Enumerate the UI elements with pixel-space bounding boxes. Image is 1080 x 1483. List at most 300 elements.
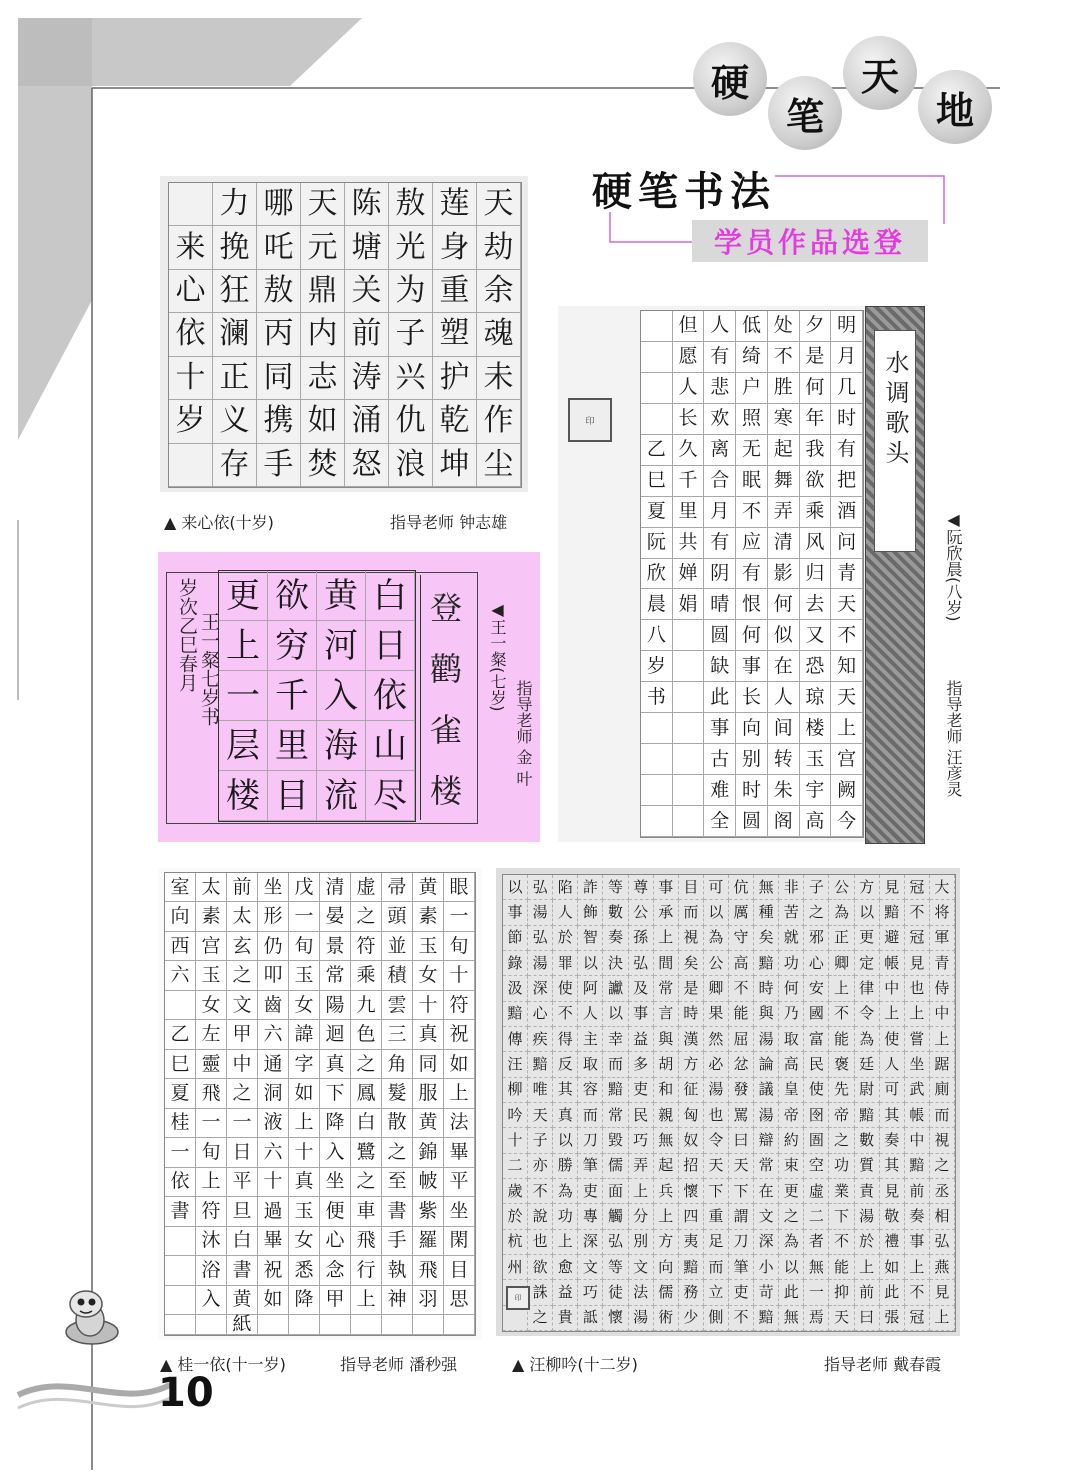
work2-caption-teacher: 指导老师 金 叶 bbox=[514, 680, 533, 787]
grid-char: 錦 bbox=[413, 1138, 444, 1167]
grid-char bbox=[165, 1286, 196, 1315]
grid-char: 此 bbox=[880, 1280, 905, 1305]
grid-char: 宫 bbox=[831, 744, 863, 775]
grid-char: 空 bbox=[804, 1154, 829, 1179]
grid-char: 大 bbox=[930, 875, 955, 900]
work4-caption-teacher: 指导老师 潘秒强 bbox=[340, 1355, 458, 1374]
grid-char: 怒 bbox=[345, 444, 389, 487]
grid-char: 圆 bbox=[704, 620, 736, 651]
grid-char: 风 bbox=[800, 528, 832, 559]
grid-char: 為 bbox=[704, 926, 729, 951]
grid-char: 正 bbox=[213, 357, 257, 400]
grid-char: 抑 bbox=[829, 1280, 854, 1305]
grid-char: 起 bbox=[768, 435, 800, 466]
grid-char: 矣 bbox=[754, 926, 779, 951]
grid-char: 乃 bbox=[779, 1002, 804, 1027]
grid-char: 不 bbox=[729, 976, 754, 1001]
grid-char: 屈 bbox=[729, 1027, 754, 1052]
header-char-1: 硬 bbox=[693, 42, 767, 116]
grid-char: 真 bbox=[320, 1050, 351, 1079]
grid-char: 八 bbox=[641, 620, 673, 651]
grid-char: 中 bbox=[930, 1002, 955, 1027]
grid-char: 一 bbox=[227, 1109, 258, 1138]
grid-char: 相 bbox=[930, 1204, 955, 1229]
grid-char: 車 bbox=[351, 1197, 382, 1226]
grid-char: 懷 bbox=[679, 1179, 704, 1204]
grid-char: 儒 bbox=[654, 1280, 679, 1305]
grid-char: 何 bbox=[779, 976, 804, 1001]
grid-char: 種 bbox=[754, 900, 779, 925]
grid-char: 九 bbox=[351, 991, 382, 1020]
grid-char: 恐 bbox=[800, 651, 832, 682]
section-title: 硬笔书法 bbox=[592, 168, 776, 215]
grid-char: 在 bbox=[754, 1179, 779, 1204]
grid-char: 間 bbox=[654, 951, 679, 976]
grid-char: 吏 bbox=[578, 1179, 603, 1204]
grid-char: 沐 bbox=[196, 1227, 227, 1256]
grid-char bbox=[673, 682, 705, 713]
grid-char: 湯 bbox=[704, 1078, 729, 1103]
grid-char: 汪 bbox=[503, 1052, 528, 1077]
grid-char: 吏 bbox=[729, 1280, 754, 1305]
grid-char: 涌 bbox=[345, 400, 389, 443]
grid-char: 欣 bbox=[641, 559, 673, 590]
grid-char: 真 bbox=[289, 1168, 320, 1197]
grid-char bbox=[165, 991, 196, 1020]
grid-char: 天 bbox=[301, 183, 345, 226]
grid-char: 向 bbox=[654, 1255, 679, 1280]
grid-char: 问 bbox=[831, 528, 863, 559]
grid-char: 論 bbox=[754, 1052, 779, 1077]
grid-char: 不 bbox=[905, 1280, 930, 1305]
grid-char: 鳳 bbox=[351, 1079, 382, 1108]
grid-char: 之 bbox=[804, 900, 829, 925]
grid-char bbox=[196, 1315, 227, 1335]
grid-char: 上 bbox=[654, 1204, 679, 1229]
grid-char: 黯 bbox=[679, 1255, 704, 1280]
grid-char: 數 bbox=[603, 900, 628, 925]
grid-char: 誅 bbox=[528, 1280, 553, 1305]
grid-char: 禮 bbox=[880, 1230, 905, 1255]
grid-char: 漢 bbox=[679, 1027, 704, 1052]
grid-char bbox=[165, 1227, 196, 1256]
grid-char: 以 bbox=[704, 900, 729, 925]
grid-char: 景 bbox=[320, 932, 351, 961]
grid-char: 玉 bbox=[413, 932, 444, 961]
grid-char: 清 bbox=[768, 528, 800, 559]
grid-char: 承 bbox=[654, 900, 679, 925]
work5-grid bbox=[502, 874, 956, 1332]
grid-char: 尊 bbox=[629, 875, 654, 900]
grid-char: 言 bbox=[654, 1002, 679, 1027]
grid-char: 巧 bbox=[578, 1280, 603, 1305]
grid-char: 功 bbox=[829, 1154, 854, 1179]
grid-char: 晏 bbox=[320, 902, 351, 931]
grid-char: 弄 bbox=[629, 1154, 654, 1179]
grid-char: 如 bbox=[880, 1255, 905, 1280]
grid-char: 欲 bbox=[800, 466, 832, 497]
grid-char: 兴 bbox=[389, 357, 433, 400]
grid-char: 見 bbox=[880, 1179, 905, 1204]
grid-char: 仇 bbox=[389, 400, 433, 443]
grid-char: 益 bbox=[629, 1027, 654, 1052]
grid-char: 护 bbox=[433, 357, 477, 400]
grid-char: 之 bbox=[227, 961, 258, 990]
grid-char: 应 bbox=[736, 528, 768, 559]
grid-char: 六 bbox=[258, 1138, 289, 1167]
grid-char: 祝 bbox=[444, 1020, 475, 1049]
grid-char: 紫 bbox=[413, 1197, 444, 1226]
grid-char bbox=[382, 1315, 413, 1335]
grid-char: 黯 bbox=[754, 951, 779, 976]
grid-char: 民 bbox=[629, 1103, 654, 1128]
grid-char: 人 bbox=[768, 682, 800, 713]
grid-char: 不 bbox=[768, 342, 800, 373]
grid-char: 素 bbox=[413, 902, 444, 931]
grid-char: 子 bbox=[389, 313, 433, 356]
grid-char: 伉 bbox=[729, 875, 754, 900]
grid-char: 傳 bbox=[503, 1027, 528, 1052]
grid-char: 智 bbox=[578, 926, 603, 951]
grid-char: 匈 bbox=[679, 1103, 704, 1128]
grid-char bbox=[169, 444, 213, 487]
grid-char: 然 bbox=[704, 1027, 729, 1052]
grid-char: 令 bbox=[704, 1128, 729, 1153]
grid-char: 富 bbox=[804, 1027, 829, 1052]
grid-char: 角 bbox=[382, 1050, 413, 1079]
grid-char: 难 bbox=[704, 775, 736, 806]
work3-caption-name: ◀阮欣晨(八岁) bbox=[944, 510, 963, 622]
grid-char: 帔 bbox=[413, 1168, 444, 1197]
grid-char: 恨 bbox=[736, 589, 768, 620]
grid-char: 娟 bbox=[673, 589, 705, 620]
grid-char: 散 bbox=[382, 1109, 413, 1138]
grid-char: 時 bbox=[679, 1002, 704, 1027]
grid-char: 有 bbox=[704, 342, 736, 373]
grid-char: 兵 bbox=[654, 1179, 679, 1204]
grid-char: 陈 bbox=[345, 183, 389, 226]
grid-char: 節 bbox=[503, 926, 528, 951]
grid-char: 同 bbox=[413, 1050, 444, 1079]
grid-char: 知 bbox=[831, 651, 863, 682]
grid-char: 方 bbox=[855, 875, 880, 900]
grid-char bbox=[641, 342, 673, 373]
grid-char bbox=[641, 775, 673, 806]
work2-title bbox=[420, 575, 471, 820]
grid-char: 朱 bbox=[768, 775, 800, 806]
grid-char: 莲 bbox=[433, 183, 477, 226]
grid-char: 上 bbox=[831, 713, 863, 744]
grid-char: 湯 bbox=[754, 1103, 779, 1128]
grid-char: 余 bbox=[477, 270, 521, 313]
grid-char: 見 bbox=[905, 951, 930, 976]
grid-char: 不 bbox=[736, 497, 768, 528]
grid-char: 於 bbox=[553, 926, 578, 951]
grid-char: 是 bbox=[679, 976, 704, 1001]
grid-char: 几 bbox=[831, 373, 863, 404]
grid-char: 罵 bbox=[729, 1103, 754, 1128]
grid-char: 其 bbox=[553, 1078, 578, 1103]
grid-char: 廷 bbox=[855, 1052, 880, 1077]
grid-char: 照 bbox=[736, 404, 768, 435]
grid-char: 依 bbox=[169, 313, 213, 356]
grid-char: 依 bbox=[165, 1168, 196, 1197]
grid-char: 嘗 bbox=[905, 1027, 930, 1052]
grid-char: 十 bbox=[444, 961, 475, 990]
grid-char: 绮 bbox=[736, 342, 768, 373]
grid-char: 取 bbox=[578, 1052, 603, 1077]
grid-char: 存 bbox=[213, 444, 257, 487]
grid-char: 也 bbox=[528, 1230, 553, 1255]
grid-char: 帝 bbox=[829, 1103, 854, 1128]
grid-char: 前 bbox=[345, 313, 389, 356]
grid-char: 無 bbox=[654, 1128, 679, 1153]
grid-char: 功 bbox=[553, 1204, 578, 1229]
grid-char: 不 bbox=[553, 1002, 578, 1027]
grid-char: 黄 bbox=[413, 873, 444, 902]
grid-char: 一 bbox=[165, 1138, 196, 1167]
grid-char: 子 bbox=[804, 875, 829, 900]
grid-char: 何 bbox=[768, 589, 800, 620]
grid-char: 胡 bbox=[654, 1052, 679, 1077]
grid-char: 符 bbox=[444, 991, 475, 1020]
grid-char bbox=[258, 1315, 289, 1335]
grid-char: 来 bbox=[169, 226, 213, 269]
grid-char: 黯 bbox=[603, 1078, 628, 1103]
grid-char: 我 bbox=[800, 435, 832, 466]
grid-char: 敬 bbox=[880, 1204, 905, 1229]
grid-char: 曰 bbox=[855, 1306, 880, 1331]
grid-char: 字 bbox=[289, 1050, 320, 1079]
work1-caption-name: ▲ 来心依(十岁) bbox=[164, 513, 274, 532]
grid-char: 玉 bbox=[289, 961, 320, 990]
grid-char: 廁 bbox=[930, 1078, 955, 1103]
grid-char: 議 bbox=[754, 1078, 779, 1103]
grid-char: 人 bbox=[673, 373, 705, 404]
grid-char: 陽 bbox=[320, 991, 351, 1020]
grid-char: 有 bbox=[831, 435, 863, 466]
grid-char: 是 bbox=[800, 342, 832, 373]
grid-char: 卿 bbox=[829, 951, 854, 976]
grid-char: 上 bbox=[289, 1109, 320, 1138]
grid-char: 向 bbox=[165, 902, 196, 931]
grid-char: 寒 bbox=[768, 404, 800, 435]
grid-char: 共 bbox=[673, 528, 705, 559]
work2-title-char: 鹳 bbox=[429, 649, 462, 688]
grid-char: 弘 bbox=[528, 926, 553, 951]
grid-char: 為 bbox=[855, 1027, 880, 1052]
grid-char: 夕 bbox=[800, 311, 832, 342]
grid-char: 月 bbox=[704, 497, 736, 528]
grid-char bbox=[351, 1315, 382, 1335]
grid-char: 目 bbox=[679, 875, 704, 900]
grid-char: 視 bbox=[930, 1128, 955, 1153]
grid-char: 高 bbox=[800, 806, 832, 837]
grid-char: 丞 bbox=[930, 1179, 955, 1204]
grid-char: 旦 bbox=[227, 1197, 258, 1226]
grid-char: 涛 bbox=[345, 357, 389, 400]
grid-char: 征 bbox=[679, 1078, 704, 1103]
grid-char: 面 bbox=[603, 1179, 628, 1204]
grid-char: 晨 bbox=[641, 589, 673, 620]
grid-char: 别 bbox=[736, 744, 768, 775]
grid-char: 宇 bbox=[800, 775, 832, 806]
grid-char: 重 bbox=[704, 1204, 729, 1229]
grid-char: 而 bbox=[679, 900, 704, 925]
grid-char: 州 bbox=[503, 1255, 528, 1280]
grid-char: 上 bbox=[905, 1255, 930, 1280]
grid-char: 身 bbox=[433, 226, 477, 269]
work1-grid bbox=[168, 182, 522, 488]
grid-char: 清 bbox=[320, 873, 351, 902]
grid-char: 奴 bbox=[679, 1128, 704, 1153]
grid-char: 筆 bbox=[729, 1255, 754, 1280]
grid-char: 黯 bbox=[905, 1154, 930, 1179]
grid-char: 上 bbox=[829, 976, 854, 1001]
grid-char: 之 bbox=[829, 1128, 854, 1153]
grid-char: 尽 bbox=[366, 771, 415, 821]
grid-char: 孫 bbox=[629, 926, 654, 951]
grid-char: 甲 bbox=[320, 1286, 351, 1315]
grid-char: 帝 bbox=[779, 1103, 804, 1128]
grid-char: 卿 bbox=[704, 976, 729, 1001]
grid-char: 岁 bbox=[169, 400, 213, 443]
grid-char: 飾 bbox=[578, 900, 603, 925]
grid-char bbox=[641, 404, 673, 435]
grid-char: 平 bbox=[444, 1168, 475, 1197]
grid-char: 張 bbox=[880, 1306, 905, 1331]
grid-char: 阁 bbox=[768, 806, 800, 837]
grid-char: 畢 bbox=[444, 1138, 475, 1167]
grid-char: 幸 bbox=[603, 1027, 628, 1052]
grid-char: 目 bbox=[268, 771, 317, 821]
grid-char: 女 bbox=[196, 991, 227, 1020]
grid-char: 人 bbox=[880, 1052, 905, 1077]
grid-char: 如 bbox=[444, 1050, 475, 1079]
grid-char: 天 bbox=[729, 1154, 754, 1179]
grid-char: 欢 bbox=[704, 404, 736, 435]
grid-char: 天 bbox=[831, 589, 863, 620]
grid-char: 元 bbox=[301, 226, 345, 269]
grid-char: 小 bbox=[754, 1255, 779, 1280]
grid-char: 流 bbox=[317, 771, 366, 821]
grid-char: 陷 bbox=[553, 875, 578, 900]
grid-char: 視 bbox=[679, 926, 704, 951]
grid-char: 更 bbox=[219, 571, 268, 621]
grid-char: 三 bbox=[382, 1020, 413, 1049]
grid-char: 二 bbox=[503, 1154, 528, 1179]
grid-char: 功 bbox=[779, 951, 804, 976]
grid-char bbox=[641, 713, 673, 744]
grid-char: 上 bbox=[930, 1027, 955, 1052]
grid-char: 坐 bbox=[320, 1168, 351, 1197]
grid-char: 女 bbox=[413, 961, 444, 990]
grid-char: 為 bbox=[779, 1230, 804, 1255]
grid-char: 弘 bbox=[528, 875, 553, 900]
grid-char: 冠 bbox=[905, 1306, 930, 1331]
grid-char: 業 bbox=[829, 1179, 854, 1204]
grid-char bbox=[641, 744, 673, 775]
grid-char: 戊 bbox=[289, 873, 320, 902]
grid-char: 正 bbox=[829, 926, 854, 951]
grid-char: 高 bbox=[729, 951, 754, 976]
grid-char: 益 bbox=[553, 1280, 578, 1305]
work5-caption-teacher: 指导老师 戴春霞 bbox=[824, 1355, 942, 1374]
grid-char: 左 bbox=[196, 1020, 227, 1049]
grid-char: 前 bbox=[227, 873, 258, 902]
grid-char: 奏 bbox=[603, 926, 628, 951]
grid-char: 守 bbox=[729, 926, 754, 951]
grid-char: 年 bbox=[800, 404, 832, 435]
grid-char: 無 bbox=[754, 875, 779, 900]
grid-char: 河 bbox=[317, 621, 366, 671]
grid-char bbox=[320, 1315, 351, 1335]
grid-char: 武 bbox=[905, 1078, 930, 1103]
grid-char: 湯 bbox=[528, 951, 553, 976]
work2-title-char: 楼 bbox=[429, 772, 462, 811]
grid-char: 山 bbox=[366, 721, 415, 771]
grid-char: 深 bbox=[754, 1230, 779, 1255]
grid-char: 一 bbox=[804, 1280, 829, 1305]
grid-char: 為 bbox=[829, 900, 854, 925]
grid-char: 先 bbox=[829, 1078, 854, 1103]
grid-char: 皇 bbox=[779, 1078, 804, 1103]
grid-char: 坐 bbox=[444, 1197, 475, 1226]
grid-char: 念 bbox=[320, 1256, 351, 1285]
grid-char: 西 bbox=[165, 932, 196, 961]
grid-char: 足 bbox=[704, 1230, 729, 1255]
grid-char: 有 bbox=[704, 528, 736, 559]
grid-char: 下 bbox=[704, 1179, 729, 1204]
grid-char: 頭 bbox=[382, 902, 413, 931]
grid-char: 事 bbox=[629, 1002, 654, 1027]
grid-char: 詐 bbox=[578, 875, 603, 900]
grid-char: 久 bbox=[673, 435, 705, 466]
grid-char: 楼 bbox=[219, 771, 268, 821]
grid-char: 湯 bbox=[629, 1306, 654, 1331]
grid-char: 六 bbox=[165, 961, 196, 990]
grid-char: 靈 bbox=[196, 1050, 227, 1079]
grid-char: 天 bbox=[831, 682, 863, 713]
grid-char: 冠 bbox=[905, 875, 930, 900]
grid-char: 苛 bbox=[754, 1280, 779, 1305]
grid-char: 湯 bbox=[754, 1027, 779, 1052]
grid-char: 苦 bbox=[779, 900, 804, 925]
grid-char: 巳 bbox=[165, 1050, 196, 1079]
grid-char: 褒 bbox=[829, 1052, 854, 1077]
grid-char: 亦 bbox=[528, 1154, 553, 1179]
grid-char: 少 bbox=[679, 1306, 704, 1331]
section-subtitle: 学员作品选登 bbox=[692, 220, 928, 262]
grid-char bbox=[641, 373, 673, 404]
grid-char bbox=[641, 806, 673, 837]
grid-char: 弘 bbox=[930, 1230, 955, 1255]
grid-char: 心 bbox=[169, 270, 213, 313]
grid-char: 液 bbox=[258, 1109, 289, 1138]
grid-char: 術 bbox=[654, 1306, 679, 1331]
grid-char: 手 bbox=[382, 1227, 413, 1256]
grid-char: 楼 bbox=[800, 713, 832, 744]
grid-char: 疾 bbox=[528, 1027, 553, 1052]
grid-char: 白 bbox=[351, 1109, 382, 1138]
grid-char: 宫 bbox=[196, 932, 227, 961]
grid-char: 束 bbox=[779, 1154, 804, 1179]
grid-char: 明 bbox=[831, 311, 863, 342]
grid-char: 齒 bbox=[258, 991, 289, 1020]
grid-char: 以 bbox=[855, 900, 880, 925]
grid-char: 低 bbox=[736, 311, 768, 342]
grid-char: 律 bbox=[855, 976, 880, 1001]
